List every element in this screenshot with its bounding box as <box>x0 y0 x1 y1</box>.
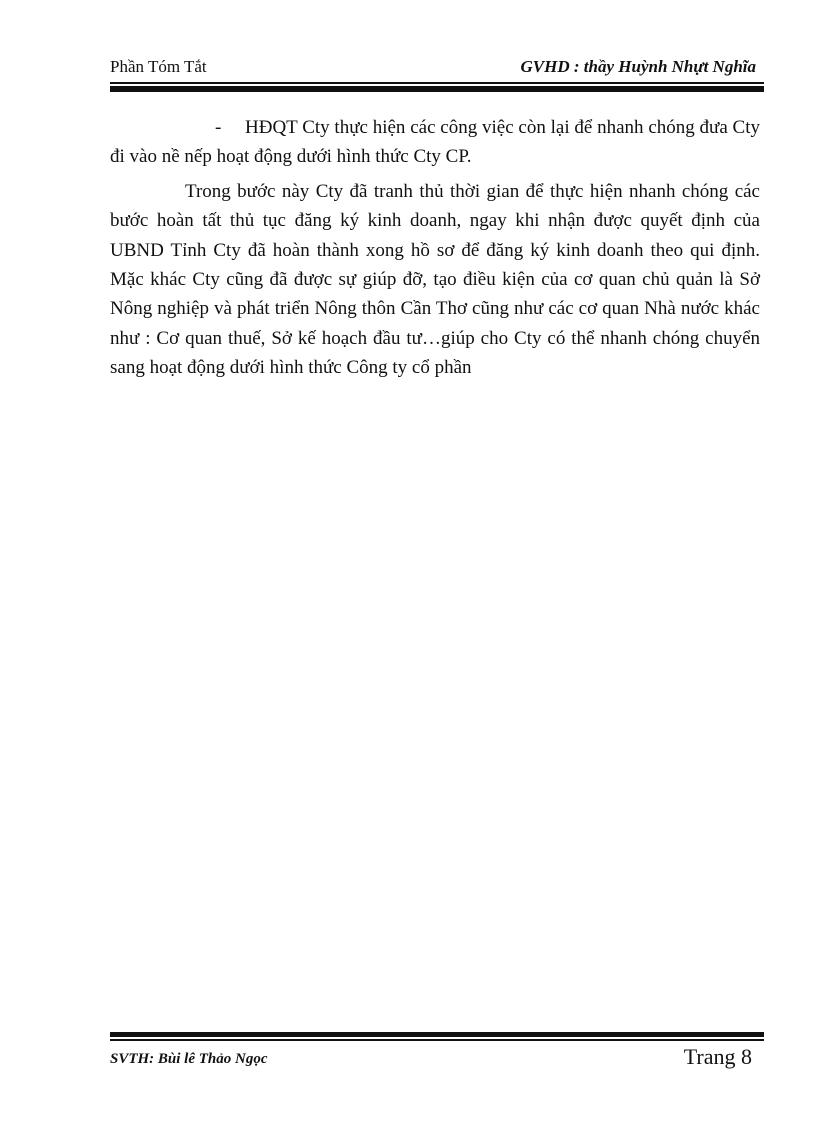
advisor-label: GVHD : thầy Huỳnh Nhựt Nghĩa <box>520 57 756 76</box>
section-title: Phần Tóm Tắt <box>110 57 207 76</box>
footer-rule-thick <box>110 1032 764 1037</box>
body-text <box>110 113 760 388</box>
bullet-paragraph-text: HĐQT Cty thực hiện các công việc còn lại để nhanh chóng đưa Cty đi vào nề nếp hoạt động dưới hình thức Cty CP. <box>110 117 760 168</box>
header-rule-thick <box>110 86 764 92</box>
body-paragraph: Trong bước này Cty đã tranh thủ thời gian để thực hiện nhanh chóng các bước hoàn tất thủ tục đăng ký kinh doanh, ngay khi nhận được quyết định của UBND Tỉnh Cty đã hoàn thành xong hồ sơ để đăng ký kinh doanh theo qui định. Mặc khác Cty cũng đã được sự giúp đỡ, tạo điều kiện của cơ quan chủ quản là Sở Nông nghiệp và phát triển Nông thôn Cần Thơ cũng như các cơ quan Nhà nước khác như : Cơ quan thuế, Sở kế hoạch đầu tư…giúp cho Cty có thể nhanh chóng chuyển sang hoạt động dưới hình thức Công ty cổ phần <box>110 180 760 379</box>
student-label: SVTH: Bùi lê Thảo Ngọc <box>110 1051 268 1067</box>
bullet-dash: - <box>215 117 222 138</box>
page-header <box>110 56 764 80</box>
header-rule-thin <box>110 82 764 84</box>
page-number: Trang 8 <box>683 1044 752 1069</box>
footer-rule-thin <box>110 1039 764 1041</box>
bullet-paragraph <box>110 113 760 172</box>
